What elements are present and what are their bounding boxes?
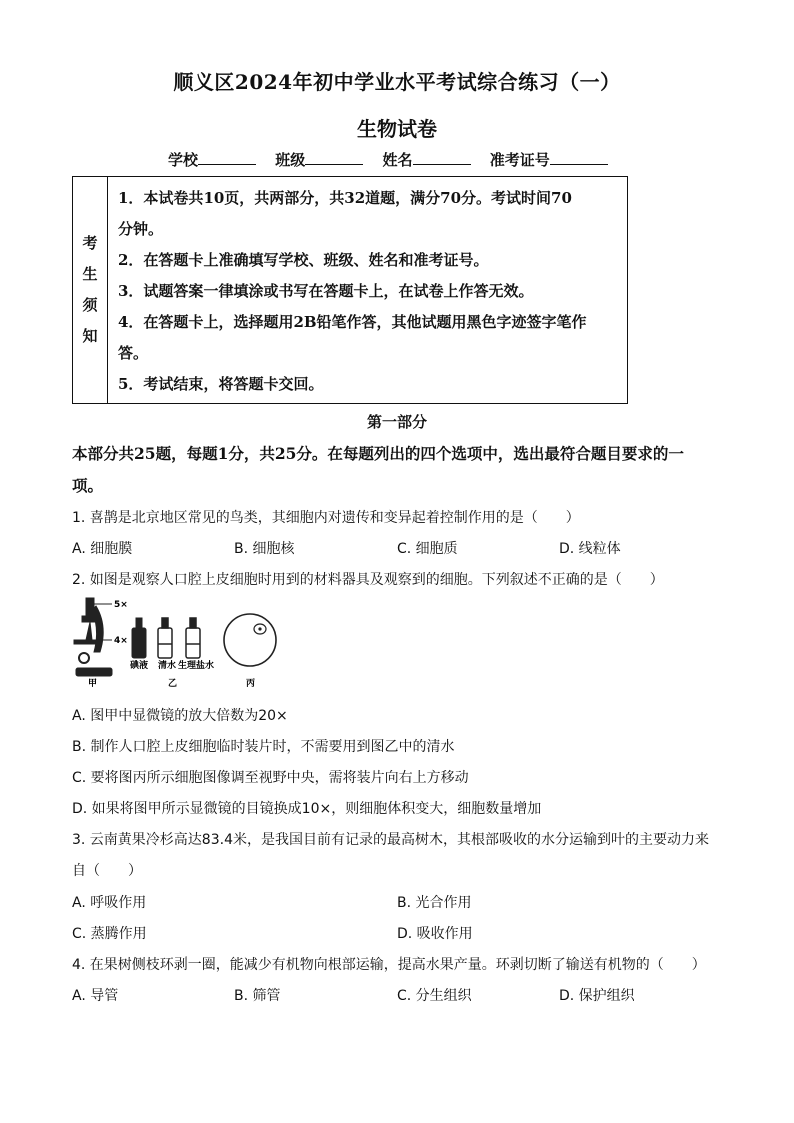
exam-title: 顺义区2024年初中学业水平考试综合练习（一） [173, 70, 621, 94]
field-name-label: 姓名 [382, 151, 413, 169]
notice-side-label [73, 177, 108, 403]
question-4-option-b: B. 筛管 [234, 988, 281, 1004]
notice-item: 5．考试结束，将答题卡交回。 [118, 375, 324, 393]
saline-bottle-icon [186, 618, 200, 658]
question-4-option-d: D. 保护组织 [559, 988, 635, 1004]
question-4-option-a: A. 导管 [72, 988, 119, 1004]
notice-side-char: 生 [82, 265, 98, 283]
exam-subtitle: 生物试卷 [357, 117, 437, 141]
field-name [383, 149, 471, 170]
field-exam-id-blank [550, 150, 608, 165]
question-2-figure [72, 596, 292, 688]
notice-side-char: 知 [82, 327, 98, 345]
question-1-option-a: A. 细胞膜 [72, 541, 133, 557]
field-name-blank [413, 150, 471, 165]
fig-label-water: 清水 [158, 661, 177, 671]
fig-mag-5x: 5× [114, 600, 128, 610]
field-class-blank [305, 150, 363, 165]
notice-item: 4．在答题卡上，选择题用2B铅笔作答，其他试题用黑色字迹签字笔作 [118, 313, 587, 331]
question-4-stem: 4. 在果树侧枝环剥一圈，能减少有机物向根部运输，提高水果产量。环剥切断了输送有机物的（ ） [72, 957, 706, 973]
candidate-notice-box [72, 176, 628, 404]
question-2-option-b: B. 制作人口腔上皮细胞临时装片时，不需要用到图乙中的清水 [72, 739, 455, 755]
question-1-option-b: B. 细胞核 [234, 541, 295, 557]
question-2-option-a: A. 图甲中显微镜的放大倍数为20× [72, 708, 288, 724]
field-school-blank [198, 150, 256, 165]
fig-label-yi: 乙 [168, 679, 178, 688]
field-class-label: 班级 [275, 151, 306, 169]
question-1-option-c: C. 细胞质 [397, 541, 458, 557]
notice-item: 2．在答题卡上准确填写学校、班级、姓名和准考证号。 [118, 251, 489, 269]
question-2-option-d: D. 如果将图甲所示显微镜的目镜换成10×，则细胞体积变大，细胞数量增加 [72, 801, 542, 817]
field-exam-id-label: 准考证号 [489, 151, 550, 169]
microscope-icon [74, 598, 112, 676]
field-school-label: 学校 [168, 151, 199, 169]
question-3-stem-line2: 自（ ） [72, 863, 142, 879]
water-bottle-icon [158, 618, 172, 658]
field-class [275, 149, 363, 170]
part-title: 第一部分 [366, 413, 427, 431]
field-exam-id [490, 149, 608, 170]
notice-side-char: 考 [82, 234, 98, 252]
question-4-option-c: C. 分生组织 [397, 988, 472, 1004]
question-3-option-b: B. 光合作用 [397, 895, 472, 911]
field-of-view-icon [224, 614, 276, 666]
candidate-info-fields [168, 149, 622, 170]
notice-item: 1．本试卷共10页，共两部分，共32道题，满分70分。考试时间70 [118, 189, 572, 207]
fig-label-iodine: 碘液 [130, 661, 149, 671]
question-1-option-d: D. 线粒体 [559, 541, 621, 557]
notice-items [118, 183, 619, 400]
field-school [168, 149, 256, 170]
question-1-stem: 1. 喜鹊是北京地区常见的鸟类，其细胞内对遗传和变异起着控制作用的是（ ） [72, 510, 580, 526]
part-intro-line: 项。 [72, 476, 104, 495]
question-2-stem: 2. 如图是观察人口腔上皮细胞时用到的材料器具及观察到的细胞。下列叙述不正确的是（ ） [72, 572, 664, 588]
notice-side-char: 须 [82, 296, 98, 314]
fig-label-saline: 生理盐水 [178, 661, 215, 671]
question-3-stem-line1: 3. 云南黄果冷杉高达83.4米，是我国目前有记录的最高树木，其根部吸收的水分运输到叶的主要动力来 [72, 832, 709, 848]
part-intro [72, 438, 722, 502]
question-2-option-c: C. 要将图丙所示细胞图像调至视野中央，需将装片向右上方移动 [72, 770, 469, 786]
question-3-option-d: D. 吸收作用 [397, 926, 473, 942]
question-3-option-a: A. 呼吸作用 [72, 895, 147, 911]
fig-label-bing: 丙 [246, 679, 256, 688]
fig-mag-4x: 4× [114, 636, 128, 646]
question-3-option-c: C. 蒸腾作用 [72, 926, 147, 942]
part-intro-line: 本部分共25题，每题1分，共25分。在每题列出的四个选项中，选出最符合题目要求的一 [72, 444, 684, 463]
notice-item: 分钟。 [118, 220, 164, 238]
fig-label-jia: 甲 [88, 679, 98, 688]
notice-item: 3．试题答案一律填涂或书写在答题卡上，在试卷上作答无效。 [118, 282, 534, 300]
microscope-materials-illustration [72, 596, 292, 688]
iodine-bottle-icon [132, 618, 146, 658]
notice-item: 答。 [118, 344, 149, 362]
